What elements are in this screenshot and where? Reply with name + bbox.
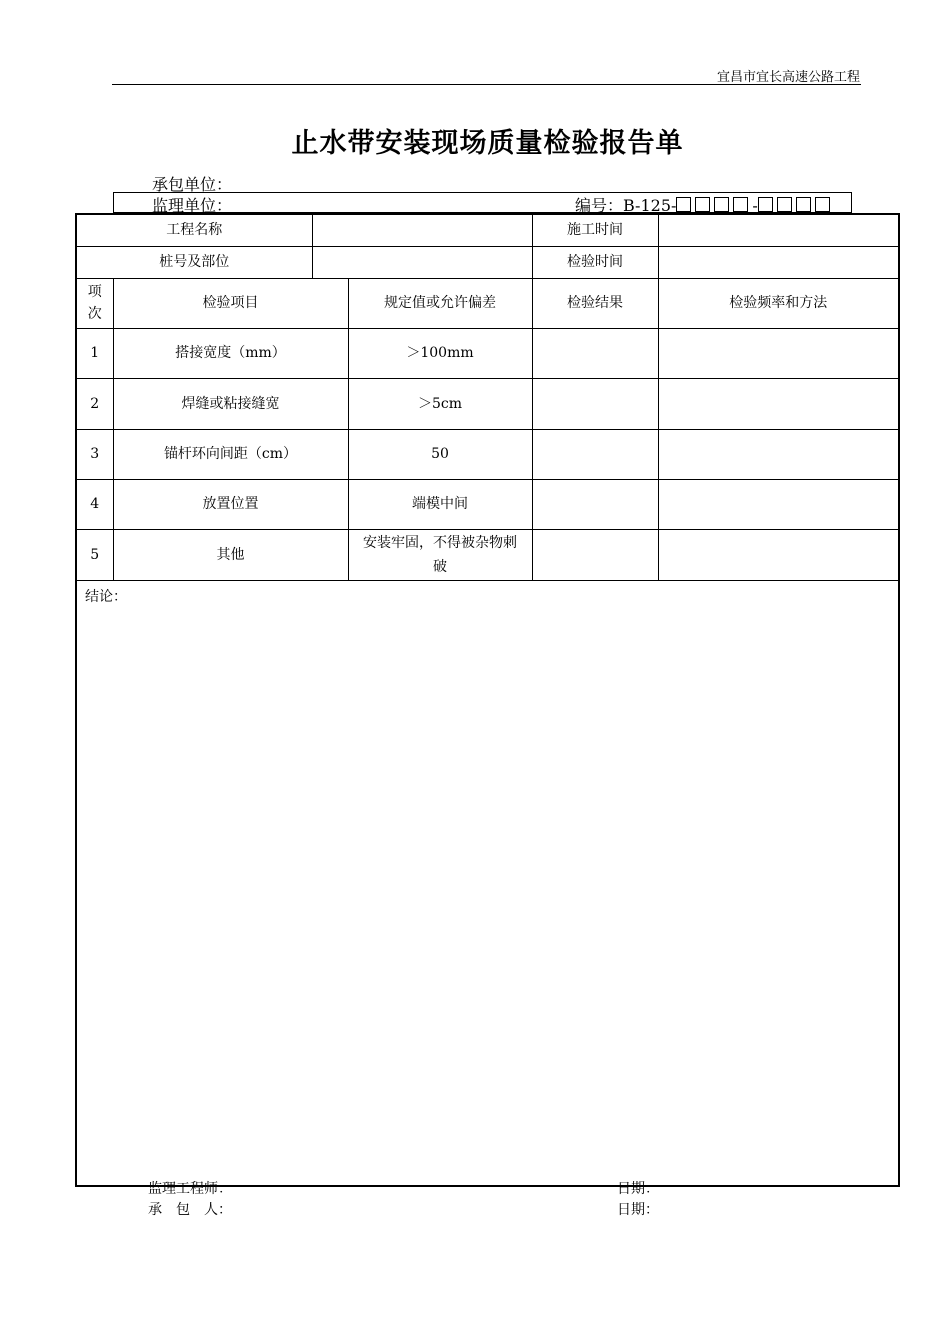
contractor-label: 承包单位： bbox=[152, 175, 233, 194]
row-index: 2 bbox=[76, 378, 113, 429]
row-item: 锚杆环向间距（cm） bbox=[113, 429, 348, 479]
row-item: 焊缝或粘接缝宽 bbox=[113, 378, 348, 429]
conclusion-label: 结论： bbox=[85, 588, 127, 605]
code-box[interactable] bbox=[758, 197, 773, 212]
page-title: 止水带安装现场质量检验报告单 bbox=[291, 128, 684, 159]
column-header-index: 项次 bbox=[76, 278, 113, 328]
row-spec: ＞100mm bbox=[348, 328, 532, 378]
conclusion-cell[interactable] bbox=[76, 580, 899, 1186]
row-item: 放置位置 bbox=[113, 479, 348, 529]
column-header-spec: 规定值或允许偏差 bbox=[348, 278, 532, 328]
row-spec: 50 bbox=[348, 429, 532, 479]
construction-time-value[interactable] bbox=[658, 214, 899, 246]
code-box[interactable] bbox=[676, 197, 691, 212]
row-result[interactable] bbox=[532, 429, 658, 479]
station-row bbox=[76, 246, 899, 278]
station-label: 桩号及部位 bbox=[76, 246, 312, 278]
row-result[interactable] bbox=[532, 328, 658, 378]
station-value[interactable] bbox=[312, 246, 532, 278]
engineer-date-label: 日期： bbox=[617, 1181, 659, 1197]
table-row bbox=[76, 479, 899, 529]
project-name-label: 工程名称 bbox=[76, 214, 312, 246]
row-method[interactable] bbox=[658, 529, 899, 580]
row-index: 5 bbox=[76, 529, 113, 580]
row-index: 3 bbox=[76, 429, 113, 479]
form-code-label: 编号：B-125- bbox=[575, 196, 677, 215]
row-index: 4 bbox=[76, 479, 113, 529]
row-method[interactable] bbox=[658, 429, 899, 479]
inspection-time-value[interactable] bbox=[658, 246, 899, 278]
column-header-item: 检验项目 bbox=[113, 278, 348, 328]
code-box[interactable] bbox=[815, 197, 830, 212]
code-box[interactable] bbox=[733, 197, 748, 212]
row-item: 搭接宽度（mm） bbox=[113, 328, 348, 378]
code-box[interactable] bbox=[777, 197, 792, 212]
column-header-method: 检验频率和方法 bbox=[658, 278, 899, 328]
row-index: 1 bbox=[76, 328, 113, 378]
engineer-label: 监理工程师： bbox=[148, 1181, 232, 1197]
row-spec: 安装牢固，不得被杂物刺破 bbox=[348, 529, 532, 580]
conclusion-row bbox=[76, 580, 899, 1186]
column-header-result: 检验结果 bbox=[532, 278, 658, 328]
inspection-time-label: 检验时间 bbox=[532, 246, 658, 278]
row-method[interactable] bbox=[658, 479, 899, 529]
table-row bbox=[76, 328, 899, 378]
row-result[interactable] bbox=[532, 479, 658, 529]
construction-time-label: 施工时间 bbox=[532, 214, 658, 246]
table-row bbox=[76, 429, 899, 479]
project-name-row bbox=[76, 214, 899, 246]
row-method[interactable] bbox=[658, 328, 899, 378]
inspection-table bbox=[75, 213, 900, 1187]
row-result[interactable] bbox=[532, 378, 658, 429]
code-box[interactable] bbox=[714, 197, 729, 212]
row-item: 其他 bbox=[113, 529, 348, 580]
project-name-value[interactable] bbox=[312, 214, 532, 246]
row-method[interactable] bbox=[658, 378, 899, 429]
row-spec: 端模中间 bbox=[348, 479, 532, 529]
code-box[interactable] bbox=[695, 197, 710, 212]
contractor-date-label: 日期： bbox=[617, 1202, 659, 1218]
table-row bbox=[76, 378, 899, 429]
header-divider bbox=[112, 84, 861, 85]
header-company: 宜昌市宜长高速公路工程 bbox=[716, 70, 860, 85]
contractor-sign-label: 承 包 人： bbox=[148, 1202, 232, 1218]
code-box[interactable] bbox=[796, 197, 811, 212]
table-row bbox=[76, 529, 899, 580]
column-header-row bbox=[76, 278, 899, 328]
row-spec: ＞5cm bbox=[348, 378, 532, 429]
row-result[interactable] bbox=[532, 529, 658, 580]
code-separator: - bbox=[752, 196, 758, 215]
supervisor-label: 监理单位： bbox=[152, 196, 233, 215]
